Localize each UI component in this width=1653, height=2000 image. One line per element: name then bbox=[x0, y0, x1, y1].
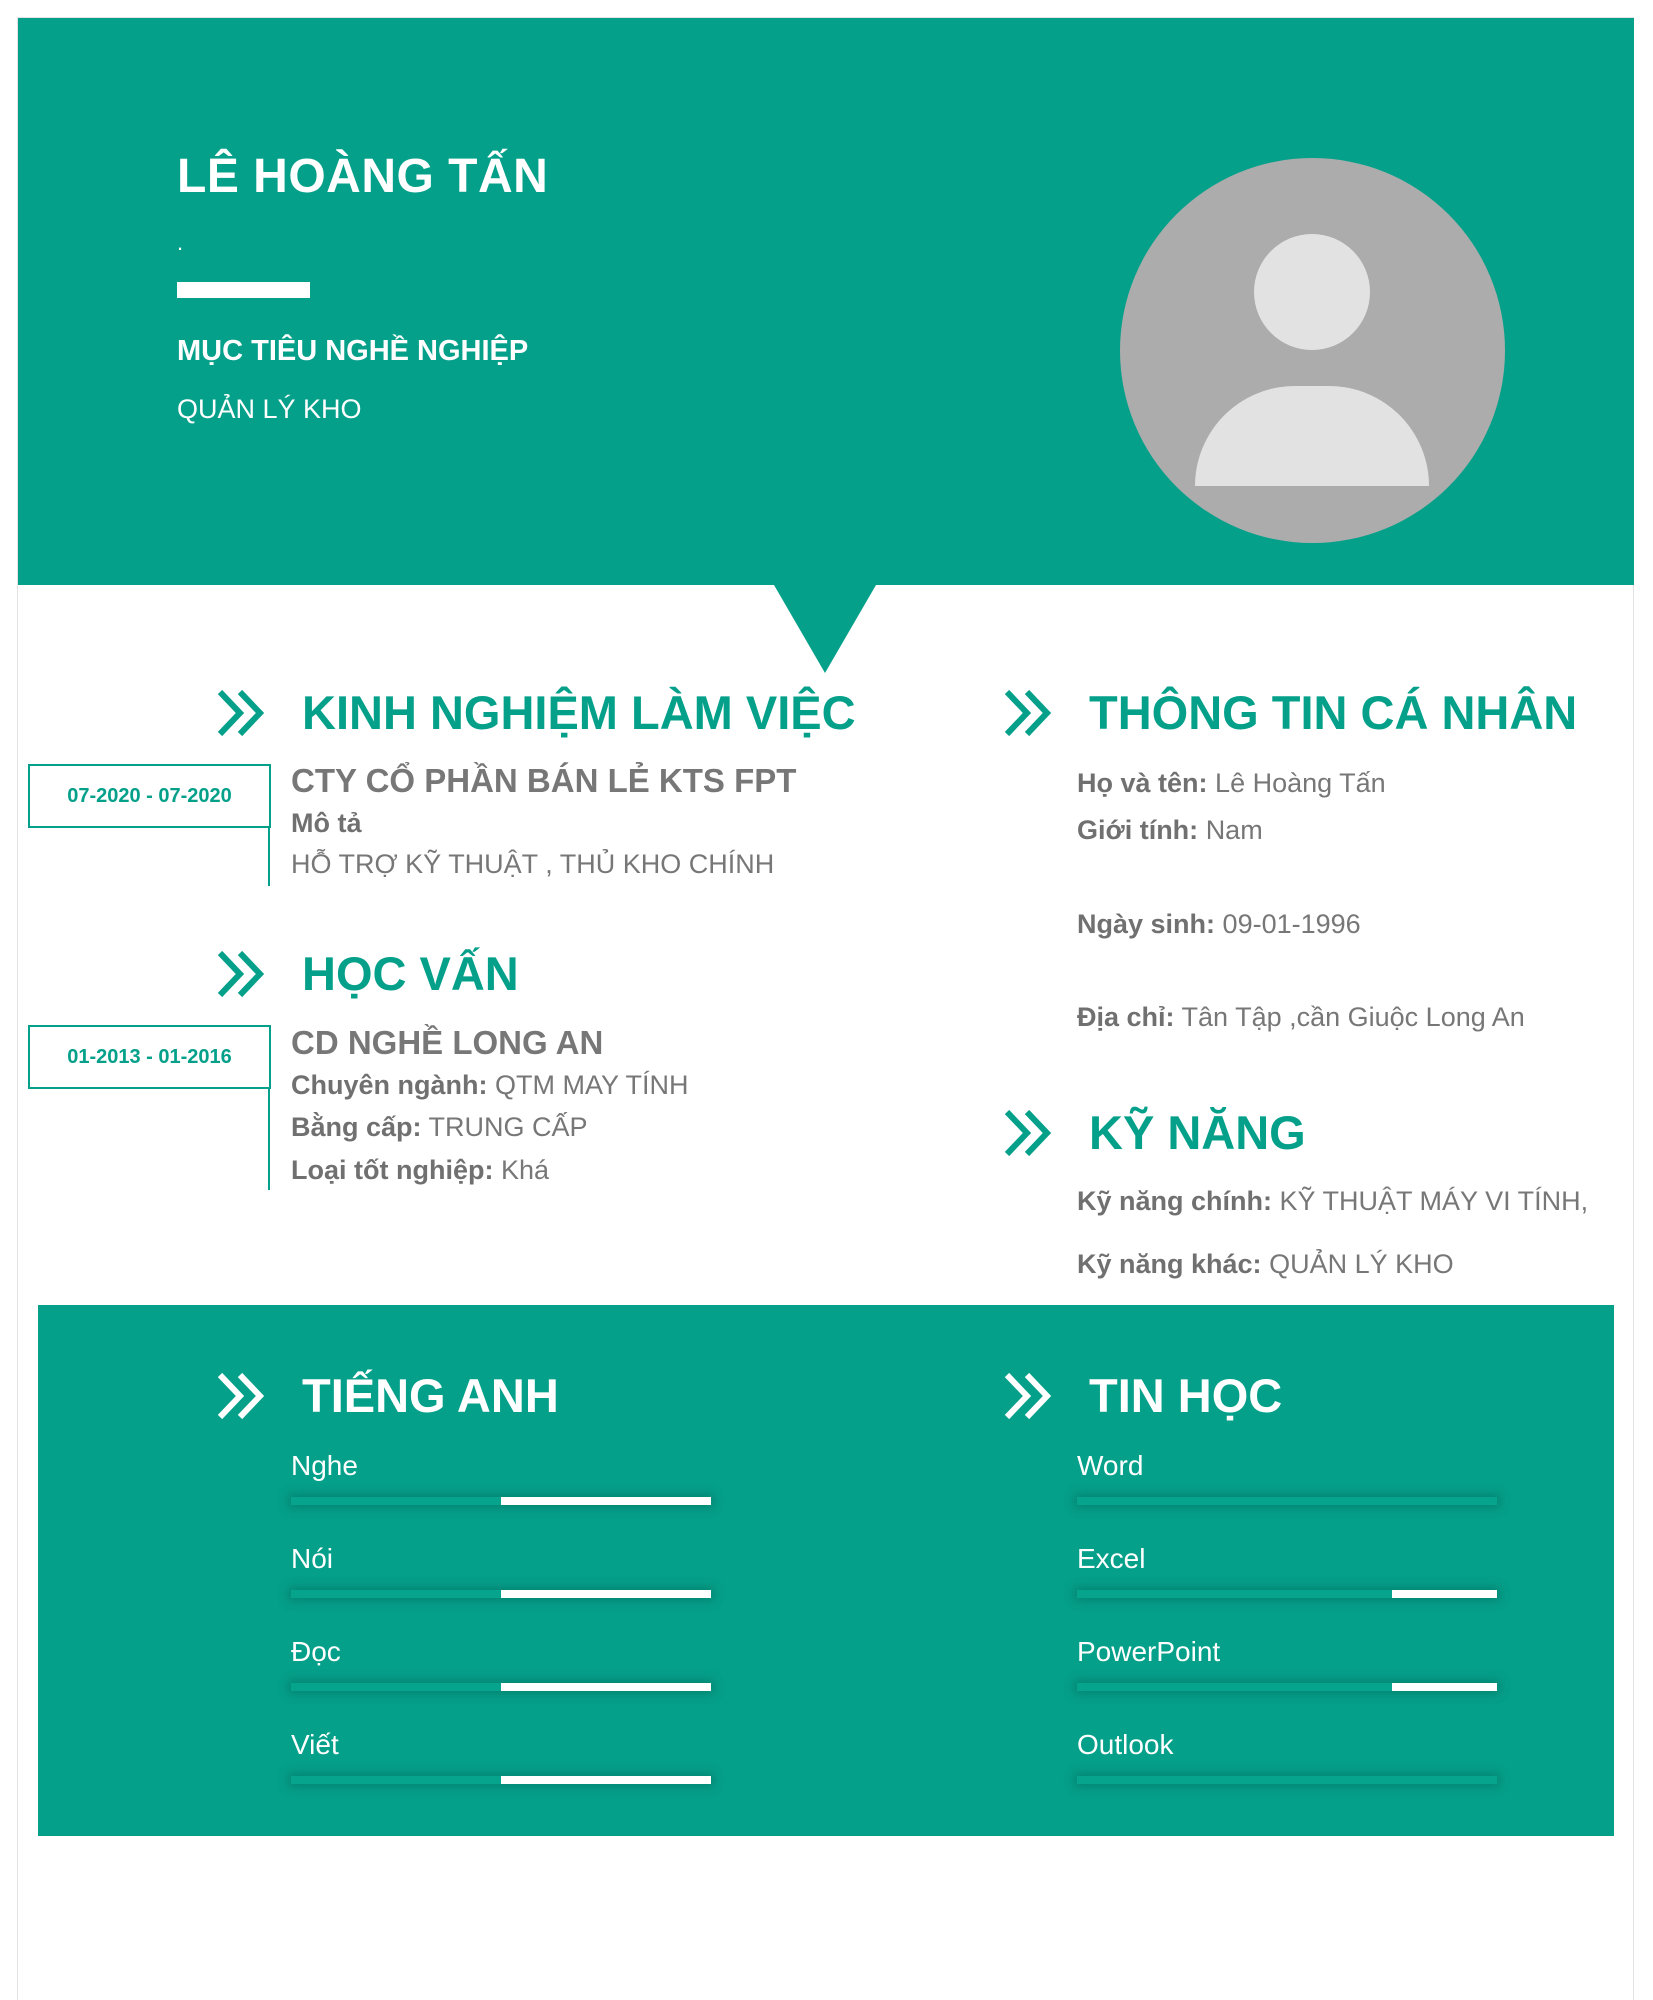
english-skill-fill bbox=[501, 1590, 711, 1598]
skills-main: Kỹ năng chính: KỸ THUẬT MÁY VI TÍNH, bbox=[1077, 1186, 1589, 1216]
english-section-header bbox=[216, 1368, 559, 1423]
experience-title: KINH NGHIỆM LÀM VIỆC bbox=[302, 686, 856, 739]
english-skill-bar bbox=[291, 1497, 711, 1505]
header-divider bbox=[177, 282, 310, 298]
english-skill-bar bbox=[291, 1590, 711, 1598]
experience-company: CTY CỔ PHẦN BÁN LẺ KTS FPT bbox=[291, 762, 797, 799]
personal-address: Địa chỉ: Tân Tập ,cần Giuộc Long An bbox=[1077, 1002, 1525, 1032]
english-skill-bar bbox=[291, 1683, 711, 1691]
education-major: Chuyên ngành: QTM MAY TÍNH bbox=[291, 1070, 689, 1100]
personal-section-header bbox=[1003, 685, 1577, 740]
english-skill-label: Nói bbox=[291, 1543, 334, 1574]
computer-skill-label: PowerPoint bbox=[1077, 1636, 1221, 1667]
computer-skill-label: Word bbox=[1077, 1450, 1144, 1481]
english-skill-label: Nghe bbox=[291, 1450, 358, 1481]
education-school: CD NGHỀ LONG AN bbox=[291, 1024, 604, 1061]
education-timeline-line bbox=[268, 1089, 270, 1190]
personal-dob: Ngày sinh: 09-01-1996 bbox=[1077, 909, 1361, 939]
personal-gender: Giới tính: Nam bbox=[1077, 815, 1263, 845]
objective-title: MỤC TIÊU NGHỀ NGHIỆP bbox=[177, 335, 529, 367]
english-skill-bar bbox=[291, 1776, 711, 1784]
skills-title: KỸ NĂNG bbox=[1089, 1106, 1306, 1159]
computer-skill-label: Excel bbox=[1077, 1543, 1146, 1574]
computer-skill-bar bbox=[1077, 1683, 1497, 1691]
computer-section-header bbox=[1003, 1368, 1282, 1423]
skills-section-header bbox=[1003, 1105, 1306, 1160]
experience-desc-label: Mô tả bbox=[291, 808, 362, 838]
double-chevron-icon bbox=[1003, 688, 1055, 738]
computer-skill-fill bbox=[1392, 1683, 1497, 1691]
avatar-body bbox=[1195, 386, 1429, 486]
skills-other: Kỹ năng khác: QUẢN LÝ KHO bbox=[1077, 1249, 1454, 1279]
personal-title: THÔNG TIN CÁ NHÂN bbox=[1089, 686, 1578, 739]
experience-date: 07-2020 - 07-2020 bbox=[28, 764, 271, 828]
experience-timeline-line bbox=[268, 828, 270, 886]
english-skill-label: Viết bbox=[291, 1729, 339, 1760]
user-avatar-icon bbox=[1120, 158, 1505, 543]
header-notch bbox=[774, 585, 876, 673]
candidate-name: LÊ HOÀNG TẤN bbox=[177, 150, 549, 203]
computer-skill-bar bbox=[1077, 1590, 1497, 1598]
double-chevron-icon bbox=[216, 688, 268, 738]
education-title: HỌC VẤN bbox=[302, 947, 519, 1000]
double-chevron-icon bbox=[216, 1371, 268, 1421]
cv-header bbox=[18, 18, 1634, 585]
english-title: TIẾNG ANH bbox=[302, 1369, 559, 1422]
computer-skill-bar bbox=[1077, 1497, 1497, 1505]
computer-title: TIN HỌC bbox=[1089, 1369, 1283, 1422]
experience-desc: HỖ TRỢ KỸ THUẬT , THỦ KHO CHÍNH bbox=[291, 849, 775, 879]
experience-section-header bbox=[216, 685, 856, 740]
double-chevron-icon bbox=[1003, 1108, 1055, 1158]
avatar-head bbox=[1254, 234, 1370, 350]
english-skill-fill bbox=[501, 1497, 711, 1505]
objective-text: QUẢN LÝ KHO bbox=[177, 394, 362, 424]
double-chevron-icon bbox=[1003, 1371, 1055, 1421]
education-grade: Loại tốt nghiệp: Khá bbox=[291, 1155, 550, 1185]
personal-fullname: Họ và tên: Lê Hoàng Tấn bbox=[1077, 768, 1386, 798]
english-skill-label: Đọc bbox=[291, 1636, 341, 1667]
education-degree: Bằng cấp: TRUNG CẤP bbox=[291, 1112, 588, 1142]
double-chevron-icon bbox=[216, 949, 268, 999]
english-skill-fill bbox=[501, 1683, 711, 1691]
education-section-header bbox=[216, 946, 519, 1001]
computer-skill-bar bbox=[1077, 1776, 1497, 1784]
education-date: 01-2013 - 01-2016 bbox=[28, 1025, 271, 1089]
english-skill-fill bbox=[501, 1776, 711, 1784]
computer-skill-label: Outlook bbox=[1077, 1729, 1174, 1760]
computer-skill-fill bbox=[1392, 1590, 1497, 1598]
subtitle-dot: . bbox=[177, 230, 184, 255]
